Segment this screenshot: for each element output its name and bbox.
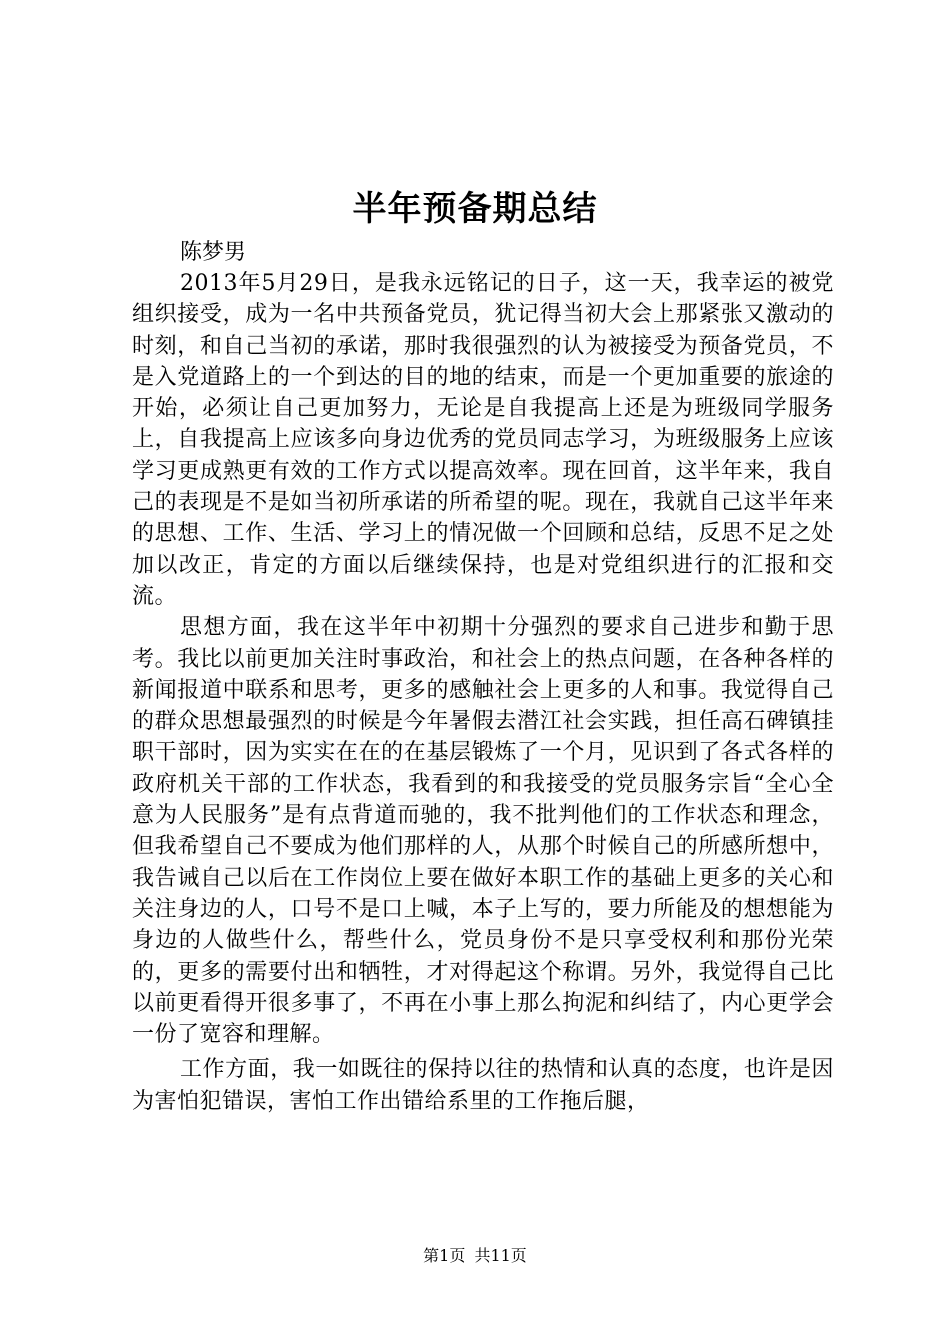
- document-title: 半年预备期总结: [352, 189, 598, 229]
- paragraph-intro: 2013年5月29日，是我永远铭记的日子，这一天，我幸运的被党组织接受，成为一名中共预备党员，犹记得当初大会上那紧张又激动的时刻，和自己当初的承诺，那时我很强烈的认为被接受为预备党员，不是入党道路上的一个到达的目的地的结束，而是一个更加重要的旅途的开始，必须让自己更加努力，无论是自我提高上还是为班级同学服务上，自我提高上应该多向身边优秀的党员同志学习，为班级服务上应该学习更成熟更有效的工作方式以提高效率。现在回首，这半年来，我自己的表现是不是如当初所承诺的所希望的呢。现在，我就自己这半年来的思想、工作、生活、学习上的情况做一个回顾和总结，反思不足之处加以改正，肯定的方面以后继续保持，也是对党组织进行的汇报和交流。: [132, 271, 834, 609]
- author-name: 陈梦男: [180, 240, 247, 265]
- page-footer: 第1页 共11页: [423, 1246, 527, 1265]
- paragraph-thought: 思想方面，我在这半年中初期十分强烈的要求自己进步和勤于思考。我比以前更加关注时事政治，和社会上的热点问题，在各种各样的新闻报道中联系和思考，更多的感触社会上更多的人和事。我觉得自己的群众思想最强烈的时候是今年暑假去潜江社会实践，担任高石碑镇挂职干部时，因为实实在在的在基层锻炼了一个月，见识到了各式各样的政府机关干部的工作状态，我看到的和我接受的党员服务宗旨“全心全意为人民服务”是有点背道而驰的，我不批判他们的工作状态和理念，但我希望自己不要成为他们那样的人，从那个时候自己的所感所想中，我告诫自己以后在工作岗位上要在做好本职工作的基础上更多的关心和关注身边的人，口号不是口上喊，本子上写的，要力所能及的想想能为身边的人做些什么，帮些什么，党员身份不是只享受权利和那份光荣的，更多的需要付出和牺牲，才对得起这个称谓。另外，我觉得自己比以前更看得开很多事了，不再在小事上那么拘泥和纠结了，内心更学会一份了宽容和理解。: [132, 615, 834, 1048]
- paragraph-work: 工作方面，我一如既往的保持以往的热情和认真的态度，也许是因为害怕犯错误，害怕工作出错给系里的工作拖后腿，: [132, 1057, 834, 1114]
- document-body: [132, 268, 834, 1117]
